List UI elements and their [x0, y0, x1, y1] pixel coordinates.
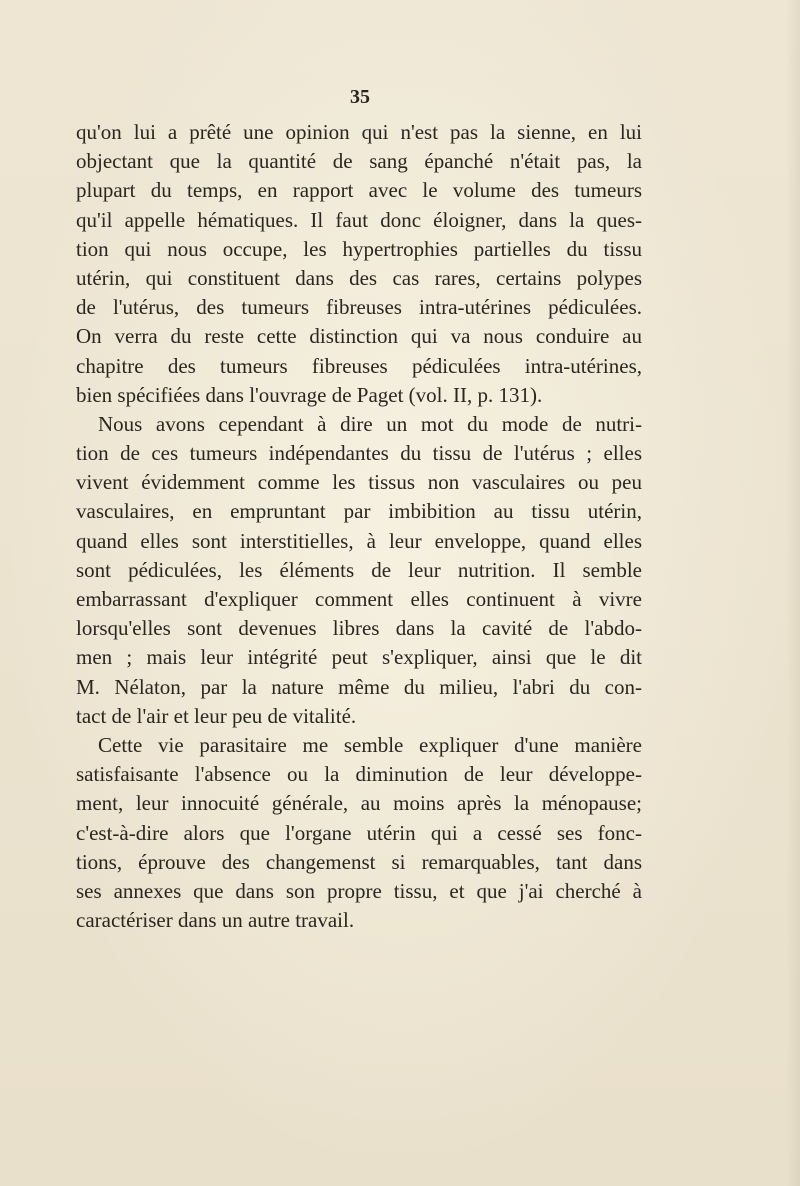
text-line: embarrassant d'expliquer comment elles continuent à vivre [76, 587, 642, 611]
text-line: qu'on lui a prêté une opinion qui n'est pas la sienne, en lui [76, 120, 642, 144]
text-line: vasculaires, en empruntant par imbibition au tissu utérin, [76, 499, 642, 524]
text-line: Nous avons cependant à dire un mot du mode de nutri- [98, 411, 642, 436]
text-line: c'est-à-dire alors que l'organe utérin qui a cessé ses fonc- [76, 820, 642, 845]
text-line: tions, éprouve des changemenst si remarquables, tant dans [76, 849, 642, 874]
text-line: plupart du temps, en rapport avec le volume des tumeurs [76, 178, 642, 203]
text-line: de l'utérus, des tumeurs fibreuses intra-utérines pédiculées. [76, 295, 642, 320]
text-line: satisfaisante l'absence ou la diminution de leur développe- [76, 762, 642, 787]
text-line: lorsqu'elles sont devenues libres dans la cavité de l'abdo- [76, 616, 642, 641]
text-line: M. Nélaton, par la nature même du milieu, l'abri du con- [76, 674, 642, 699]
text-line: chapitre des tumeurs fibreuses pédiculées intra-utérines, [76, 353, 642, 378]
text-line: Cette vie parasitaire me semble expliquer d'une manière [98, 732, 642, 757]
paragraph-2 [76, 410, 642, 731]
paragraph-3 [76, 731, 642, 935]
page-edge-shadow [786, 0, 800, 1186]
text-line: utérin, qui constituent dans des cas rares, certains polypes [76, 265, 642, 290]
text-line: men ; mais leur intégrité peut s'expliquer, ainsi que le dit [76, 645, 642, 670]
text-line: tion de ces tumeurs indépendantes du tissu de l'utérus ; elles [76, 441, 642, 466]
text-line: bien spécifiées dans l'ouvrage de Paget (vol. II, p. 131). [76, 382, 543, 407]
text-line: sont pédiculées, les éléments de leur nutrition. Il semble [76, 557, 642, 582]
text-line: qu'il appelle hématiques. Il faut donc éloigner, dans la ques- [76, 207, 642, 232]
text-line: On verra du reste cette distinction qui va nous conduire au [76, 324, 642, 349]
text-line: quand elles sont interstitielles, à leur enveloppe, quand elles [76, 528, 642, 553]
text-line: tion qui nous occupe, les hypertrophies partielles du tissu [76, 236, 642, 261]
paragraph-1 [76, 118, 642, 410]
text-line: vivent évidemment comme les tissus non vasculaires ou peu [76, 470, 642, 495]
text-line: ses annexes que dans son propre tissu, et que j'ai cherché à [76, 878, 642, 903]
text-line: objectant que la quantité de sang épanché n'était pas, la [76, 149, 642, 174]
body-text [76, 118, 642, 935]
text-line: caractériser dans un autre travail. [76, 908, 355, 933]
text-line: tact de l'air et leur peu de vitalité. [76, 703, 357, 728]
text-line: ment, leur innocuité générale, au moins après la ménopause; [76, 791, 642, 816]
page-number: 35 [350, 86, 370, 108]
